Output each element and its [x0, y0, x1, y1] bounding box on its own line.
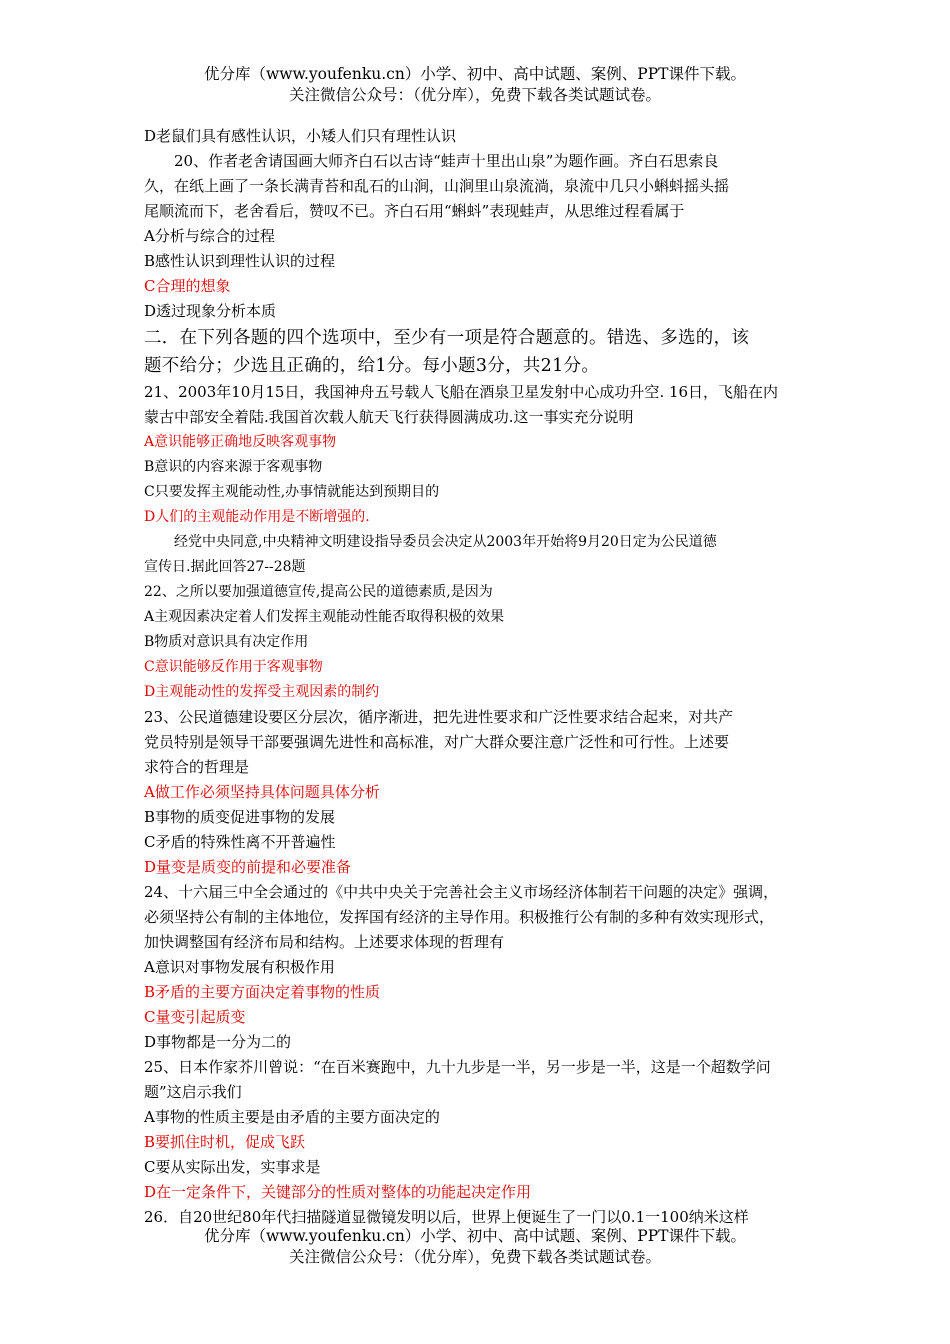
text-line: A意识能够正确地反映客观事物 — [144, 434, 337, 450]
text-line: 必须坚持公有制的主体地位，发挥国有经济的主导作用。积极推行公有制的多种有效实现形式， — [144, 908, 775, 926]
text-line: B意识的内容来源于客观事物 — [144, 459, 323, 475]
text-line: 24、十六届三中全会通过的《中共中央关于完善社会主义市场经济体制若干问题的决定》强调， — [144, 883, 779, 901]
text-line: B感性认识到理性认识的过程 — [144, 252, 336, 270]
text-line: 23、公民道德建设要区分层次，循序渐进，把先进性要求和广泛性要求结合起来，对共产 — [144, 708, 734, 726]
text-line: 25、日本作家芥川曾说：“在百米赛跑中，九十九步是一半，另一步是一半，这是一个超数学问 — [144, 1058, 771, 1076]
text-line: 党员特别是领导干部要强调先进性和高标准，对广大群众要注意广泛性和可行性。上述要 — [144, 733, 730, 751]
text-line: D人们的主观能动作用是不断增强的. — [144, 509, 370, 525]
footer-line-1: 优分库（www.youfenku.cn）小学、初中、高中试题、案例、PPT课件下载。 — [203, 1227, 747, 1245]
text-line: 求符合的哲理是 — [144, 758, 250, 776]
section-heading-line: 二．在下列各题的四个选项中，至少有一项是符合题意的。错选、多选的，该 — [144, 328, 750, 348]
text-line: 题”这启示我们 — [144, 1083, 242, 1101]
text-line: A主观因素决定着人们发挥主观能动性能否取得积极的效果 — [144, 609, 505, 625]
document-body — [144, 124, 812, 1230]
text-line: A分析与综合的过程 — [144, 227, 275, 245]
text-line: C只要发挥主观能动性,办事情就能达到预期目的 — [144, 484, 440, 500]
text-line: D主观能动性的发挥受主观因素的制约 — [144, 684, 380, 700]
text-line: B物质对意识具有决定作用 — [144, 634, 309, 650]
text-line: 加快调整国有经济布局和结构。上述要求体现的哲理有 — [144, 933, 505, 951]
text-line: D量变是质变的前提和必要准备 — [144, 858, 352, 876]
text-line: 20、作者老舍请国画大师齐白石以古诗“蛙声十里出山泉”为题作画。齐白石思索良 — [174, 152, 719, 170]
text-line: B事物的质变促进事物的发展 — [144, 808, 336, 826]
text-line: D在一定条件下，关键部分的性质对整体的功能起决定作用 — [144, 1183, 532, 1201]
text-line: 宣传日.据此回答27--28题 — [144, 559, 306, 575]
text-line: 22、之所以要加强道德宣传,提高公民的道德素质,是因为 — [144, 584, 493, 600]
text-line: B要抓住时机，促成飞跃 — [144, 1133, 306, 1151]
text-line: A事物的性质主要是由矛盾的主要方面决定的 — [144, 1108, 440, 1126]
text-line: A做工作必须坚持具体问题具体分析 — [144, 783, 380, 801]
text-line: 经党中央同意,中央精神文明建设指导委员会决定从2003年开始将9月20日定为公民道德 — [174, 534, 717, 550]
text-line: C矛盾的特殊性离不开普遍性 — [144, 833, 336, 851]
header-line-1: 优分库（www.youfenku.cn）小学、初中、高中试题、案例、PPT课件下载。 — [203, 65, 747, 83]
header-line-2: 关注微信公众号：（优分库），免费下载各类试题试卷。 — [288, 86, 661, 104]
text-line: B矛盾的主要方面决定着事物的性质 — [144, 983, 381, 1001]
text-line: C合理的想象 — [144, 277, 231, 295]
text-line: D事物都是一分为二的 — [144, 1033, 292, 1051]
text-line: 21、2003年10月15日，我国神舟五号载人飞船在酒泉卫星发射中心成功升空. 16日，飞船在内 — [144, 383, 779, 401]
text-line: 久，在纸上画了一条长满青苔和乱石的山涧，山涧里山泉流淌，泉流中几只小蝌蚪摇头摇 — [144, 177, 730, 195]
text-line: D透过现象分析本质 — [144, 302, 277, 320]
text-line: 蒙古中部安全着陆.我国首次载人航天飞行获得圆满成功.这一事实充分说明 — [144, 408, 634, 426]
section-heading-line: 题不给分；少选且正确的，给1分。每小题3分，共21分。 — [144, 356, 600, 376]
page-footer — [0, 1226, 950, 1268]
text-line: C要从实际出发，实事求是 — [144, 1158, 321, 1176]
text-line: C意识能够反作用于客观事物 — [144, 659, 323, 675]
text-line: C量变引起质变 — [144, 1008, 246, 1026]
text-line: A意识对事物发展有积极作用 — [144, 958, 335, 976]
text-line: 尾顺流而下，老舍看后，赞叹不已。齐白石用“蝌蚪”表现蛙声，从思维过程看属于 — [144, 202, 685, 220]
footer-line-2: 关注微信公众号：（优分库），免费下载各类试题试卷。 — [288, 1248, 661, 1266]
text-line: D老鼠们具有感性认识，小矮人们只有理性认识 — [144, 127, 457, 145]
text-line: 26．自20世纪80年代扫描隧道显微镜发明以后，世界上便诞生了一门以0.1一100纳米这样 — [144, 1208, 749, 1226]
page-header — [0, 64, 950, 106]
